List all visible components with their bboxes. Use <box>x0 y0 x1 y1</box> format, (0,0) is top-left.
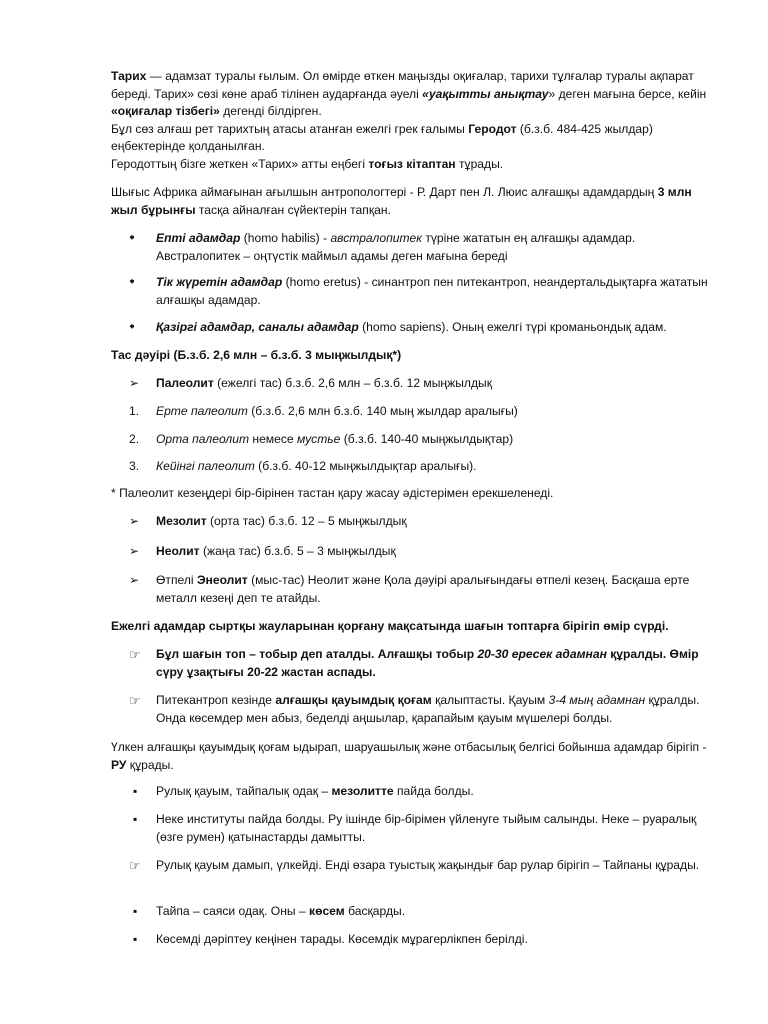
political-union-text-2: басқарды. <box>344 904 406 918</box>
phrase-event-chain: «оқиғалар тізбегі» <box>111 104 220 118</box>
herodotus-text-1: Бұл сөз алғаш рет тарихтың атасы атанған ежелгі грек ғалымы <box>111 121 469 136</box>
pointing-hand-icon: ☞ <box>129 647 141 662</box>
habilis-text-2: түріне жататын ең алғашқы адамдар. Австралопитек – оңтүстік маймыл адамы деген мағына береді <box>156 231 636 263</box>
ru-paragraph <box>111 739 711 774</box>
africa-text-2: тасқа айналған сүйектерін тапқан. <box>195 202 391 217</box>
eneolith-text: (мыс-тас) Неолит және Қола дәуірі аралығындағы өтпелі кезең. Басқаша ерте металл кезеңі деп те атайды. <box>156 573 690 605</box>
early-paleolith-text: (б.з.б. 2,6 млн б.з.б. 140 мың жылдар аралығы) <box>247 404 518 418</box>
term-early-paleolith: Ерте палеолит <box>156 404 248 418</box>
arrowhead-icon: ➢ <box>129 544 140 558</box>
africa-text-1: Шығыс Африка аймағынан ағылшын антропологтері - Р. Дарт пен Л. Люис алғашқы адамдардың <box>111 185 658 199</box>
clan-union-text-2: пайда болды. <box>393 784 474 798</box>
term-middle-paleolith: Орта палеолит <box>156 432 250 446</box>
term-sapiens: Қазіргі адамдар, саналы адамдар <box>156 320 359 334</box>
paleolith-text: (ежелгі тас) б.з.б. 2,6 млн – б.з.б. 12 мыңжылдық <box>213 376 492 390</box>
intro-text-2: » деген мағына берсе, кейін <box>548 86 707 101</box>
term-mesolith: Мезолит <box>156 514 207 528</box>
arrowhead-icon: ➢ <box>129 514 140 528</box>
list-item-text <box>156 431 714 449</box>
mesolith-text: (орта тас) б.з.б. 12 – 5 мыңжылдық <box>206 514 407 528</box>
community-text-2: қалыптасты. Қауым <box>431 693 549 707</box>
list-item-text <box>156 903 714 921</box>
pointing-hand-icon: ☞ <box>129 858 141 873</box>
term-tarikh: Тарих <box>111 69 147 83</box>
pointing-hand-icon: ☞ <box>129 693 141 708</box>
paleolith-note: * Палеолит кезеңдері бір-бірінен тастан қару жасау әдістерімен ерекшеленеді. <box>111 486 554 500</box>
term-3mln-years: 3 млн жыл бұрынғы <box>111 185 692 217</box>
list-item-text <box>156 230 714 265</box>
term-australopithecus: австралопитек <box>330 231 422 245</box>
term-paleolith: Палеолит <box>156 376 214 390</box>
books-text-2: тұрады. <box>455 156 504 171</box>
list-item-text <box>156 543 714 561</box>
tribe-text: Рулық қауым дамып, үлкейді. Енді өзара туыстық жақындығ бар рулар бірігіп – Тайпаны құрады. <box>156 858 700 872</box>
list-item-text <box>156 783 714 801</box>
arrowhead-icon: ➢ <box>129 376 140 390</box>
square-bullet-icon: ▪ <box>133 904 138 918</box>
term-mesolith-period: мезолитте <box>331 784 394 798</box>
list-item-text <box>156 319 714 337</box>
term-primitive-society: алғашқы қауымдық қоғам <box>275 693 432 707</box>
intro-paragraph <box>111 68 711 173</box>
term-mousterian: мустье <box>296 432 341 446</box>
horde-text-2: құралды. Өмір сүру ұзақтығы 20-22 жастан аспады. <box>156 647 699 679</box>
term-herodotus: Геродот <box>468 121 517 136</box>
intro-text-1: — адамзат туралы ғылым. Ол өмірде өткен маңызды оқиғалар, тарихи тұлғалар туралы ақпарат береді. Тарих» сөзі көне араб тілінен аударғанда әуелі <box>111 69 694 101</box>
late-paleolith-text: (б.з.б. 40-12 мыңжылдықтар аралығы). <box>254 459 477 473</box>
square-bullet-icon: ▪ <box>133 784 138 798</box>
term-late-paleolith: Кейінгі палеолит <box>156 459 255 473</box>
middle-paleolith-text-1: немесе <box>249 432 297 446</box>
stone-age-heading: Тас дәуірі (Б.з.б. 2,6 млн – б.з.б. 3 мыңжылдық*) <box>111 348 402 362</box>
list-number: 3. <box>129 459 140 473</box>
list-item-text <box>156 692 714 727</box>
arrowhead-icon: ➢ <box>129 573 140 587</box>
groups-heading: Ежелгі адамдар сыртқы жауларынан қорғану мақсатында шағын топтарға бірігіп өмір сүрді. <box>111 619 669 633</box>
phrase-time-definition: «уақытты анықтау <box>422 86 549 101</box>
list-item-text <box>156 403 714 421</box>
arrow-left-icon: 🠸 <box>129 321 135 333</box>
square-bullet-icon: ▪ <box>133 812 138 826</box>
term-nine-books: тоғыз кітаптан <box>368 156 456 171</box>
clan-union-text-1: Рулық қауым, тайпалық одақ – <box>156 784 332 798</box>
arrow-left-icon: 🠸 <box>129 232 135 244</box>
community-text-3: құралды. Онда көсемдер мен абыз, беделді аңшылар, қарапайым қауым мүшелері болды. <box>156 693 700 725</box>
term-horde-size: 20-30 ересек адамнан <box>477 647 607 661</box>
ru-text-1: Үлкен алғашқы қауымдық қоғам ыдырап, шаруашылық және отбасылық белгісі бойынша адамдар бірігіп - <box>111 740 707 754</box>
list-item-text <box>156 513 714 531</box>
middle-paleolith-text-2: (б.з.б. 140-40 мыңжылдықтар) <box>340 432 514 446</box>
intro-text-3: дегенді білдірген. <box>219 104 322 118</box>
sapiens-text: (һomo sapiens). Оның ежелгі түрі кроманьондық адам. <box>358 320 667 334</box>
marriage-text: Неке институты пайда болды. Ру ішінде бір-бірімен үйленуге тыйым салынды. Неке – руаралық (өзге румен) қатынастарды дамытты. <box>156 812 697 844</box>
term-habilis: Епті адамдар <box>156 231 241 245</box>
term-leader: көсем <box>309 904 345 918</box>
eneolith-prefix: Өтпелі <box>156 573 197 587</box>
list-number: 2. <box>129 432 140 446</box>
habilis-text-1: (һomo habilis) - <box>240 231 331 245</box>
list-item-text <box>156 811 714 846</box>
arrow-left-icon: 🠸 <box>129 276 135 288</box>
community-text-1: Питекантроп кезінде <box>156 693 276 707</box>
list-number: 1. <box>129 404 140 418</box>
herodotus-text-2: (б.з.б. 484-425 жылдар) еңбектерінде қолданылған. <box>111 121 653 153</box>
africa-paragraph <box>111 184 711 219</box>
term-erectus: Тік жүретін адамдар <box>156 275 283 289</box>
ru-text-2: құрады. <box>126 757 174 772</box>
leader-cult-text: Көсемді дәріптеу кеңінен тарады. Көсемдік мұрагерлікпен берілді. <box>156 932 528 946</box>
square-bullet-icon: ▪ <box>133 932 138 946</box>
political-union-text-1: Тайпа – саяси одақ. Оны – <box>156 904 310 918</box>
neolith-text: (жаңа тас) б.з.б. 5 – 3 мыңжылдық <box>199 544 396 558</box>
term-community-size: 3-4 мың адамнан <box>548 693 646 707</box>
list-item-text <box>156 857 714 875</box>
erectus-text: (һomo eretus) - синантроп пен питекантроп, неандертальдықтарға жататын алғашқы адамдар. <box>156 275 708 307</box>
books-text-1: Геродоттың бізге жеткен «Тарих» атты еңбегі <box>111 156 369 171</box>
term-eneolith: Энеолит <box>196 573 248 587</box>
list-item-text <box>156 458 714 476</box>
list-item-text <box>156 572 714 607</box>
term-ru: РУ <box>111 757 127 772</box>
list-item-text <box>156 931 714 949</box>
horde-text-1: Бұл шағын топ – тобыр деп аталды. Алғашқы тобыр <box>156 647 478 661</box>
list-item-text <box>156 375 714 393</box>
list-item-text <box>156 274 714 309</box>
term-neolith: Неолит <box>156 544 200 558</box>
list-item-text <box>156 646 714 681</box>
